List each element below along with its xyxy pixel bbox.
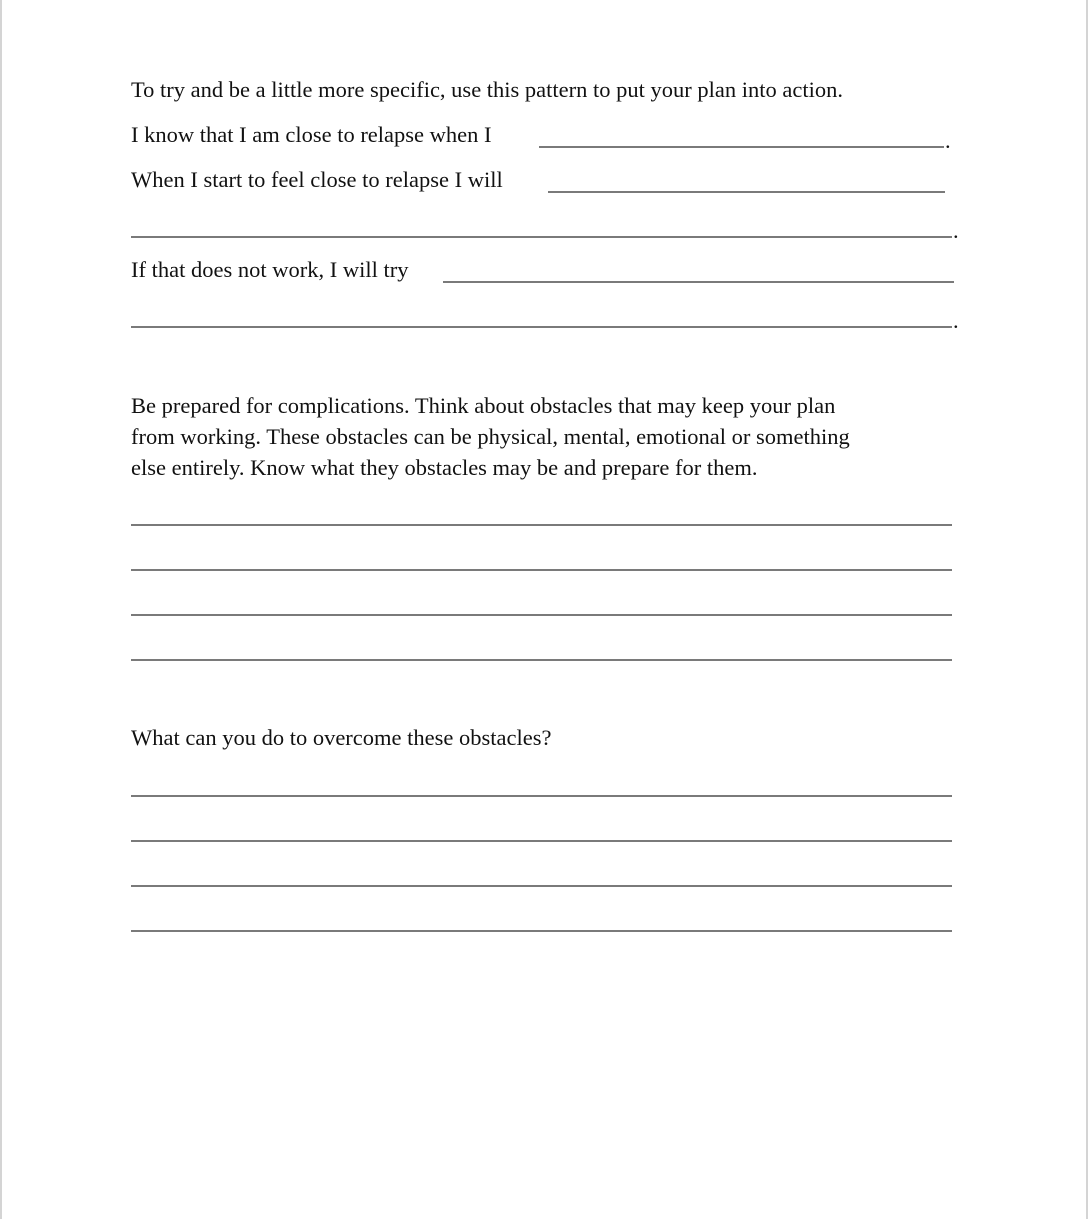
obstacles-answer-line-1[interactable]: [131, 524, 952, 526]
blank-fallback-action-1[interactable]: [443, 281, 954, 283]
prompt-relapse-signs: I know that I am close to relapse when I: [131, 122, 492, 147]
period: .: [953, 218, 959, 243]
obstacles-answer-line-2[interactable]: [131, 569, 952, 571]
overcome-question: What can you do to overcome these obstacles?: [131, 725, 552, 750]
paragraph-line: from working. These obstacles can be physical, mental, emotional or something: [131, 424, 850, 449]
obstacles-answer-line-3[interactable]: [131, 614, 952, 616]
overcome-answer-line-2[interactable]: [131, 840, 952, 842]
prompt-relapse-action: When I start to feel close to relapse I will: [131, 167, 503, 192]
blank-relapse-signs[interactable]: [539, 146, 944, 148]
blank-fallback-action-2[interactable]: [131, 326, 952, 328]
prompt-fallback-action: If that does not work, I will try: [131, 257, 409, 282]
period: .: [945, 128, 951, 153]
paragraph-line: else entirely. Know what they obstacles may be and prepare for them.: [131, 455, 758, 480]
overcome-answer-line-1[interactable]: [131, 795, 952, 797]
obstacles-answer-line-4[interactable]: [131, 659, 952, 661]
overcome-answer-line-3[interactable]: [131, 885, 952, 887]
blank-relapse-action-1[interactable]: [548, 191, 945, 193]
obstacles-paragraph: [131, 390, 961, 483]
overcome-answer-line-4[interactable]: [131, 930, 952, 932]
intro-text: To try and be a little more specific, use this pattern to put your plan into action.: [131, 77, 843, 102]
paragraph-line: Be prepared for complications. Think about obstacles that may keep your plan: [131, 393, 836, 418]
period: .: [953, 308, 959, 333]
blank-relapse-action-2[interactable]: [131, 236, 952, 238]
